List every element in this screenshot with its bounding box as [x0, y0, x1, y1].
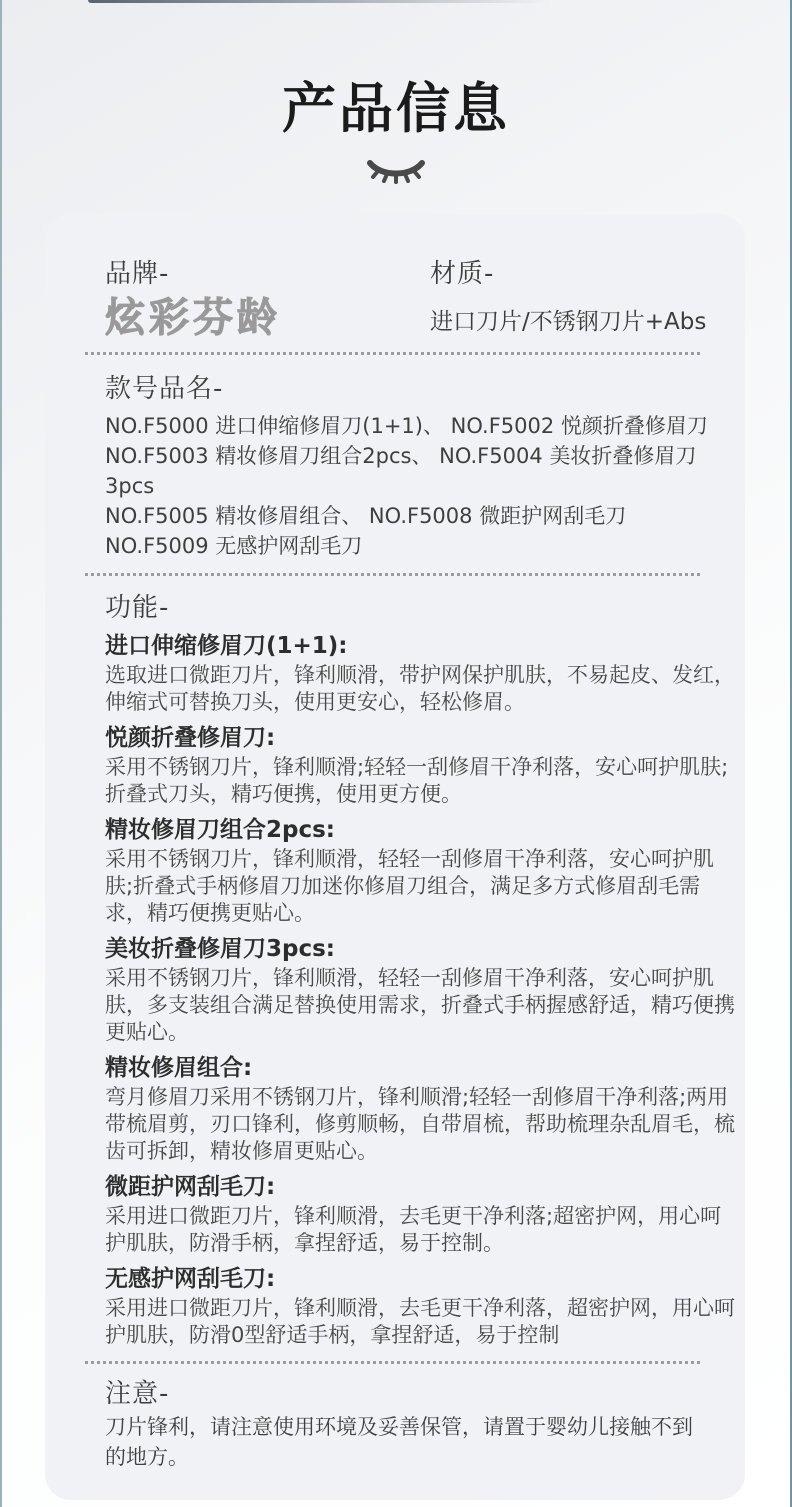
function-name: 无感护网刮毛刀:: [105, 1266, 276, 1292]
function-desc: 采用进口微距刀片，锋利顺滑，去毛更干净利落，超密护网，用心呵护肌肤，防滑0型舒适手柄，拿捏舒适，易于控制: [105, 1296, 735, 1347]
function-name: 微距护网刮毛刀:: [105, 1174, 276, 1200]
info-card: [45, 214, 745, 1500]
material-label: 材质-: [430, 259, 495, 289]
dotted-divider: [85, 573, 700, 576]
notice-text: 刀片锋利，请注意使用环境及妥善保管，请置于婴幼儿接触不到的地方。: [105, 1415, 693, 1469]
function-item: [105, 1265, 740, 1349]
function-item: [105, 724, 740, 808]
page-title: 产品信息: [282, 77, 510, 140]
models-label: 款号品名-: [105, 374, 224, 404]
eyelash-icon: [0, 156, 792, 186]
model-line: NO.F5003 精妆修眉刀组合2pcs、 NO.F5004 美妆折叠修眉刀3pcs: [105, 444, 697, 498]
function-item: [105, 1173, 740, 1257]
function-item: [105, 935, 740, 1046]
functions-label: 功能-: [105, 593, 170, 623]
function-desc: 选取进口微距刀片，锋利顺滑，带护网保护肌肤，不易起皮、发红，伸缩式可替换刀头，使用更安心，轻松修眉。: [105, 663, 735, 714]
function-desc: 弯月修眉刀采用不锈钢刀片，锋利顺滑;轻轻一刮修眉干净利落;两用带梳眉剪，刃口锋利，修剪顺畅，自带眉梳，帮助梳理杂乱眉毛，梳齿可拆卸，精妆修眉更贴心。: [105, 1085, 735, 1163]
material-section: [430, 258, 740, 340]
function-name: 精妆修眉刀组合2pcs:: [105, 817, 335, 843]
dotted-divider: [85, 352, 700, 355]
model-list: [105, 411, 740, 561]
left-edge-strip: [0, 0, 2, 1507]
function-item: [105, 1054, 740, 1165]
notice-label: 注意-: [105, 1379, 170, 1409]
function-name: 精妆修眉组合:: [105, 1055, 253, 1081]
function-desc: 采用不锈钢刀片，锋利顺滑，轻轻一刮修眉干净利落，安心呵护肌肤;折叠式手柄修眉刀加迷你修眉刀组合，满足多方式修眉刮毛需求，精巧便携更贴心。: [105, 847, 714, 925]
material-value: 进口刀片/不锈钢刀片+Abs: [430, 309, 707, 335]
top-edge-shadow: [88, 0, 628, 3]
brand-material-row: [105, 258, 740, 340]
function-name: 进口伸缩修眉刀(1+1):: [105, 633, 348, 659]
model-line: NO.F5009 无感护网刮毛刀: [105, 534, 363, 558]
function-item: [105, 632, 740, 716]
brand-logo: 炫彩芬龄: [105, 295, 281, 341]
function-desc: 采用不锈钢刀片，锋利顺滑，轻轻一刮修眉干净利落，安心呵护肌肤，多支装组合满足替换使用需求，折叠式手柄握感舒适，精巧便携更贴心。: [105, 966, 735, 1044]
model-line: NO.F5000 进口伸缩修眉刀(1+1)、 NO.F5002 悦颜折叠修眉刀: [105, 414, 708, 438]
function-desc: 采用不锈钢刀片，锋利顺滑;轻轻一刮修眉干净利落，安心呵护肌肤;折叠式刀头，精巧便携，使用更方便。: [105, 755, 729, 806]
function-item: [105, 816, 740, 927]
function-desc: 采用进口微距刀片，锋利顺滑，去毛更干净利落;超密护网，用心呵护肌肤，防滑手柄，拿捏舒适，易于控制。: [105, 1204, 722, 1255]
brand-label: 品牌-: [105, 259, 170, 289]
function-name: 美妆折叠修眉刀3pcs:: [105, 936, 335, 962]
model-line: NO.F5005 精妆修眉组合、 NO.F5008 微距护网刮毛刀: [105, 504, 627, 528]
function-name: 悦颜折叠修眉刀:: [105, 725, 276, 751]
brand-section: [105, 258, 430, 340]
dotted-divider: [85, 1361, 700, 1364]
